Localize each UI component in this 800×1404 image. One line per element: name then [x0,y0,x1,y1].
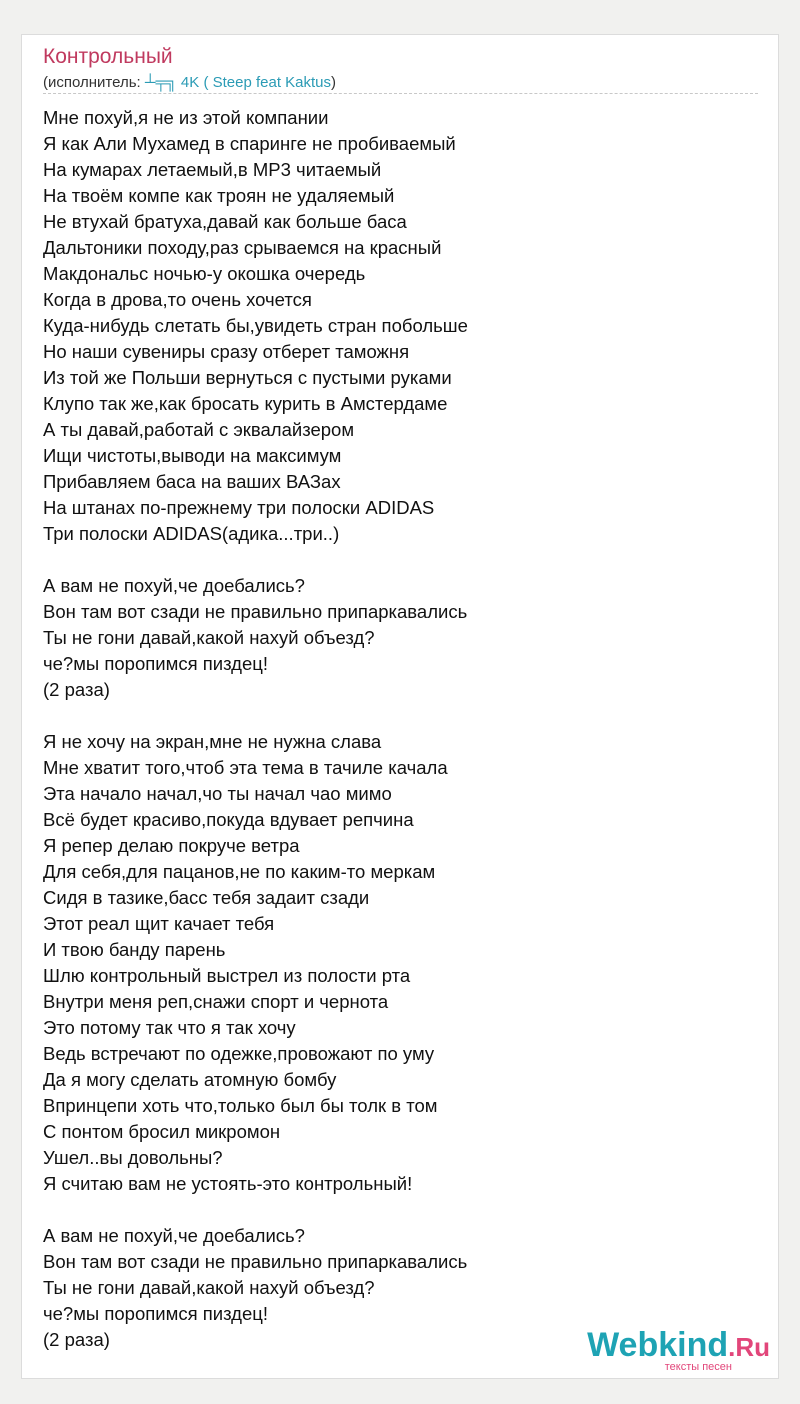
lyric-line: Я как Али Мухамед в спаринге не пробиваемый [43,133,456,154]
lyric-line: Я не хочу на экран,мне не нужна слава [43,731,382,752]
lyric-line: И твою банду парень [43,939,226,960]
lyric-line: Когда в дрова,то очень хочется [43,289,312,310]
lyric-line: Это потому так что я так хочу [43,1017,296,1038]
lyric-line: Мне похуй,я не из этой компании [43,107,329,128]
lyric-line: (2 раза) [43,679,110,700]
lyrics-stanza [43,729,468,1197]
lyric-line: Для себя,для пацанов,не по каким-то меркам [43,861,436,882]
lyric-line: С понтом бросил микромон [43,1121,281,1142]
lyric-line: Куда-нибудь слетать бы,увидеть стран побольше [43,315,468,336]
watermark-brand: Webkind [587,1326,729,1364]
lyric-line: Шлю контрольный выстрел из полости рта [43,965,411,986]
watermark-tagline: тексты песен [664,1361,732,1373]
lyric-line: На кумарах летаемый,в MP3 читаемый [43,159,382,180]
lyric-line: А вам не похуй,че доебались? [43,575,305,596]
artist-prefix: (исполнитель: [43,74,145,91]
watermark-logo [587,1328,770,1364]
lyric-line: Вон там вот сзади не правильно припаркавались [43,601,468,622]
artist-suffix: ) [331,74,337,91]
lyric-line: Мне хватит того,чтоб эта тема в тачиле качала [43,757,448,778]
lyric-line: Этот реал щит качает тебя [43,913,275,934]
lyric-line: Ты не гони давай,какой нахуй объезд? [43,1277,375,1298]
lyric-line: (2 раза) [43,1329,110,1350]
lyric-line: Я репер делаю покруче ветра [43,835,300,856]
lyric-line: Ты не гони давай,какой нахуй объезд? [43,627,375,648]
lyric-line: Прибавляем баса на ваших ВАЗах [43,471,341,492]
song-title: Контрольный [43,45,173,68]
lyrics-stanza [43,105,468,547]
artist-line [43,73,336,93]
lyric-line: Ушел..вы довольны? [43,1147,223,1168]
lyrics-body [43,105,468,1379]
lyrics-stanza [43,573,468,703]
lyric-line: Ведь встречают по одежке,провожают по уму [43,1043,435,1064]
lyric-line: Да я могу сделать атомную бомбу [43,1069,337,1090]
lyric-line: Клупо так же,как бросать курить в Амстердаме [43,393,448,414]
lyric-line: А ты давай,работай с эквалайзером [43,419,355,440]
lyric-line: Не втухай братуха,давай как больше баса [43,211,407,232]
lyric-line: А вам не похуй,че доебались? [43,1225,305,1246]
lyric-line: На твоём компе как троян не удаляемый [43,185,395,206]
lyric-line: Сидя в тазике,басс тебя задаит сзади [43,887,370,908]
artist-link[interactable]: ┴╤╗ 4K ( Steep feat Kaktus [144,74,332,91]
lyric-line: че?мы поропимся пиздец! [43,1303,268,1324]
lyric-line: Макдональс ночью-у окошка очередь [43,263,366,284]
lyrics-card [21,34,779,1379]
lyric-line: Из той же Польши вернуться с пустыми руками [43,367,452,388]
lyric-line: Впринцепи хоть что,только был бы толк в том [43,1095,438,1116]
lyric-line: Внутри меня реп,снажи спорт и чернота [43,991,389,1012]
lyric-line: Но наши сувениры сразу отберет таможня [43,341,410,362]
lyric-line: Три полоски ADIDAS(адика...три..) [43,523,340,544]
lyric-line: Я считаю вам не устоять-это контрольный! [43,1173,413,1194]
site-watermark [587,1328,770,1373]
lyric-line: Дальтоники походу,раз срываемся на красный [43,237,442,258]
dashed-divider [43,93,758,94]
lyrics-stanza [43,1223,468,1353]
watermark-tld: .Ru [728,1332,770,1362]
lyric-line: Вон там вот сзади не правильно припаркавались [43,1251,468,1272]
lyric-line: Всё будет красиво,покуда вдувает репчина [43,809,414,830]
lyric-line: Эта начало начал,чо ты начал чао мимо [43,783,392,804]
lyric-line: че?мы поропимся пиздец! [43,653,268,674]
lyric-line: Ищи чистоты,выводи на максимум [43,445,342,466]
lyric-line: На штанах по-прежнему три полоски ADIDAS [43,497,435,518]
